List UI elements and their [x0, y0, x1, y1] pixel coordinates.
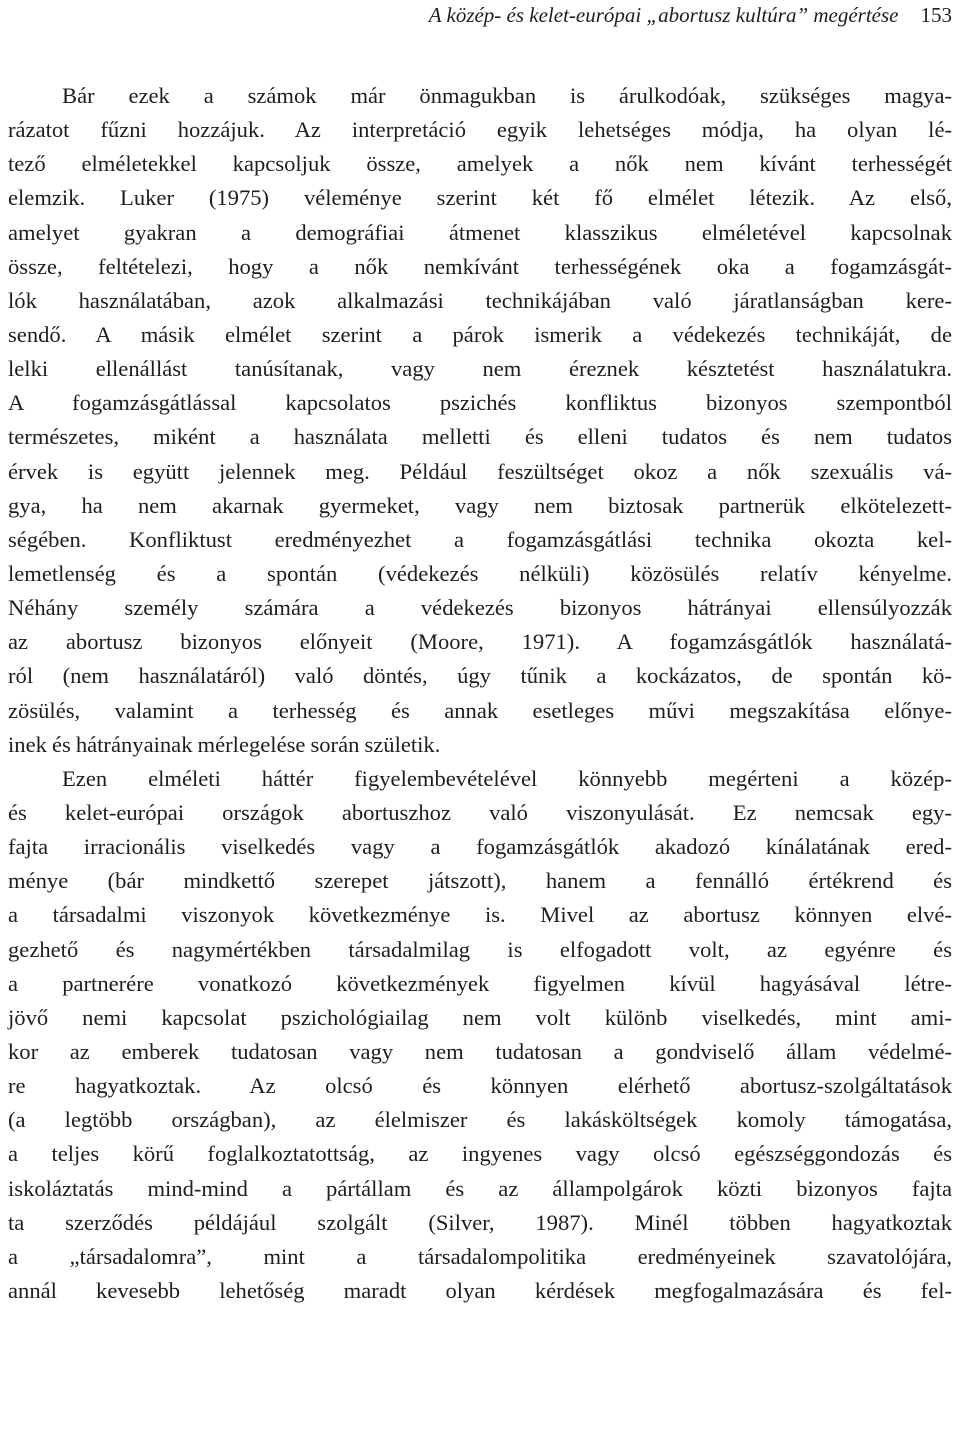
text-line: Néhány személy számára a védekezés bizonyos hátrányai ellensúlyozzák	[8, 595, 952, 621]
text-line: ménye (bár mindkettő szerepet játszott), hanem a fennálló értékrend és	[8, 868, 952, 894]
text-line: lók használatában, azok alkalmazási technikájában való járatlanságban kere-	[8, 287, 952, 313]
text-line: a társadalmi viszonyok következménye is. Mivel az abortusz könnyen elvé-	[8, 902, 952, 928]
body-text	[8, 79, 952, 1308]
text-line: tező elméletekkel kapcsoljuk össze, amelyek a nők nem kívánt terhességét	[8, 151, 952, 177]
text-line: annál kevesebb lehetőség maradt olyan kérdések megfogalmazására és fel-	[8, 1277, 952, 1303]
text-line: iskoláztatás mind-mind a pártállam és az állampolgárok közti bizonyos fajta	[8, 1175, 952, 1201]
text-line: jövő nemi kapcsolat pszichológiailag nem volt különb viselkedés, mint ami-	[8, 1004, 952, 1030]
text-line: A fogamzásgátlással kapcsolatos pszichés konfliktus bizonyos szempontból	[8, 390, 952, 416]
text-line: sendő. A másik elmélet szerint a párok ismerik a védekezés technikáját, de	[8, 321, 952, 347]
text-line: a partnerére vonatkozó következmények figyelmen kívül hagyásával létre-	[8, 970, 952, 996]
text-line: az abortusz bizonyos előnyeit (Moore, 1971). A fogamzásgátlók használatá-	[8, 629, 952, 655]
text-line: lemetlenség és a spontán (védekezés nélküli) közösülés relatív kényelme.	[8, 560, 952, 586]
text-line: re hagyatkoztak. Az olcsó és könnyen elérhető abortusz-szolgáltatások	[8, 1073, 952, 1099]
text-line: össze, feltételezi, hogy a nők nemkívánt terhességének oka a fogamzásgát-	[8, 253, 952, 279]
text-line: ról (nem használatáról) való döntés, úgy tűnik a kockázatos, de spontán kö-	[8, 663, 952, 689]
text-line: inek és hátrányainak mérlegelése során születik.	[8, 731, 441, 757]
text-line: természetes, miként a használata melletti és elleni tudatos és nem tudatos	[8, 424, 952, 450]
text-line: ta szerződés példájául szolgált (Silver, 1987). Minél többen hagyatkoztak	[8, 1209, 952, 1235]
text-line: rázatot fűzni hozzájuk. Az interpretáció egyik lehetséges módja, ha olyan lé-	[8, 117, 952, 143]
page-number: 153	[920, 2, 952, 27]
text-line: a teljes körű foglalkoztatottság, az ingyenes vagy olcsó egészséggondozás és	[8, 1141, 952, 1167]
text-line: gya, ha nem akarnak gyermeket, vagy nem biztosak partnerük elkötelezett-	[8, 492, 952, 518]
text-line: (a legtöbb országban), az élelmiszer és lakásköltségek komoly támogatása,	[8, 1107, 952, 1133]
text-line: amelyet gyakran a demográfiai átmenet klasszikus elméletével kapcsolnak	[8, 219, 952, 245]
text-line: kor az emberek tudatosan vagy nem tudatosan a gondviselő állam védelmé-	[8, 1038, 952, 1064]
text-line: ségében. Konfliktust eredményezhet a fogamzásgátlási technika okozta kel-	[8, 526, 952, 552]
text-line: lelki ellenállást tanúsítanak, vagy nem éreznek késztetést használatukra.	[8, 356, 952, 382]
running-title: A közép- és kelet-európai „abortusz kultúra” megértése	[428, 2, 899, 27]
text-line: fajta irracionális viselkedés vagy a fogamzásgátlók akadozó kínálatának ered-	[8, 834, 952, 860]
text-line: Ezen elméleti háttér figyelembevételével könnyebb megérteni a közép-	[62, 765, 952, 791]
text-line: elemzik. Luker (1975) véleménye szerint két fő elmélet létezik. Az első,	[8, 185, 952, 211]
text-line: a „társadalomra”, mint a társadalompolitika eredményeinek szavatolójára,	[8, 1243, 952, 1269]
running-head	[429, 0, 952, 30]
paragraph	[8, 762, 952, 1308]
text-line: Bár ezek a számok már önmagukban is árulkodóak, szükséges magya-	[62, 83, 952, 108]
text-line: és kelet-európai országok abortuszhoz való viszonyulását. Ez nemcsak egy-	[8, 799, 952, 825]
paragraph	[8, 79, 952, 762]
text-line: zösülés, valamint a terhesség és annak esetleges művi megszakítása előnye-	[8, 697, 952, 723]
text-line: érvek is együtt jelennek meg. Például feszültséget okoz a nők szexuális vá-	[8, 458, 952, 484]
text-line: gezhető és nagymértékben társadalmilag is elfogadott volt, az egyénre és	[8, 936, 952, 962]
